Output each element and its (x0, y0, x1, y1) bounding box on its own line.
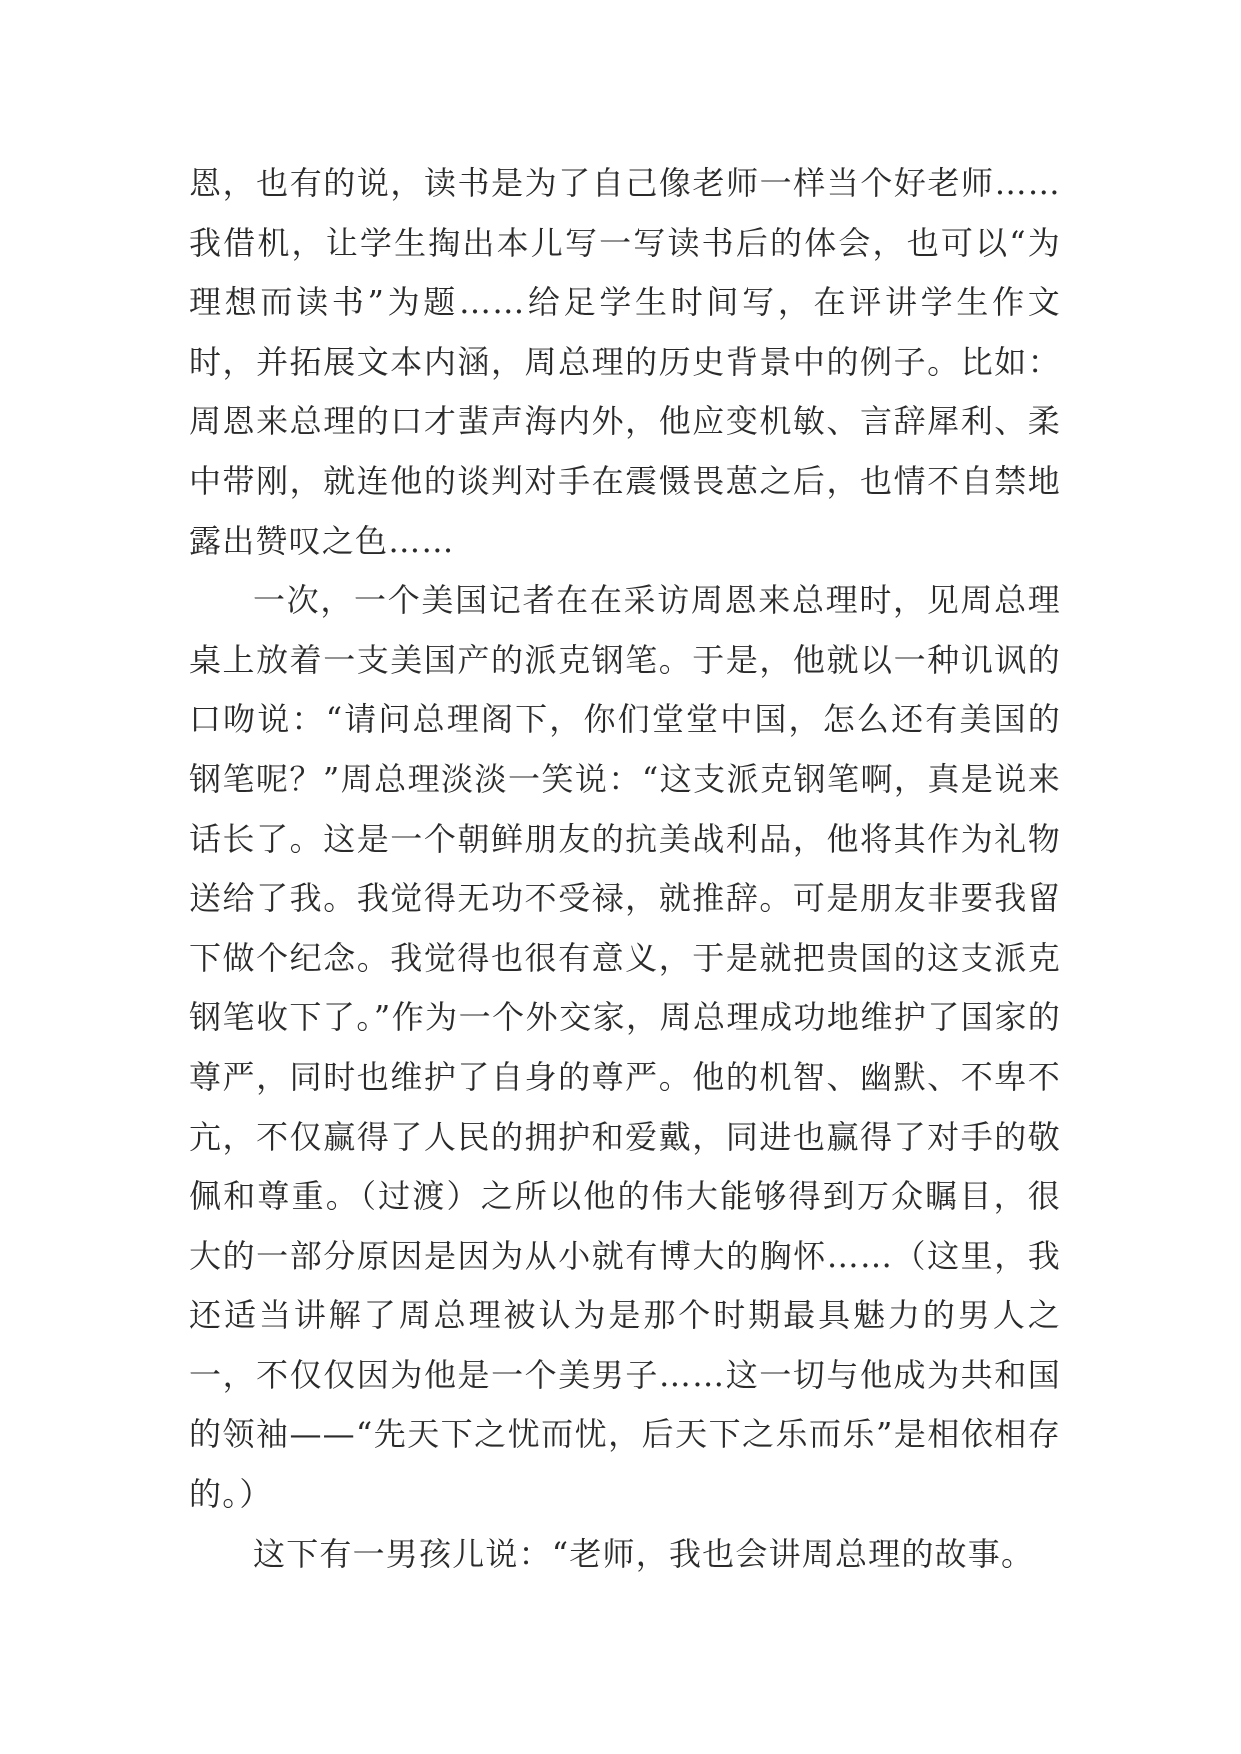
document-body (189, 154, 1061, 1584)
paragraph-boy-story: 这下有一男孩儿说：“老师，我也会讲周总理的故事。 (253, 1534, 1035, 1573)
paragraph-pen-story: 一次，一个美国记者在在采访周恩来总理时，见周总理桌上放着一支美国产的派克钢笔。于是，他就以一种讥讽的口吻说：“请问总理阁下，你们堂堂中国，怎么还有美国的钢笔呢？”周总理淡淡一笑说：“这支派克钢笔啊，真是说来话长了。这是一个朝鲜朋友的抗美战利品，他将其作为礼物送给了我。我觉得无功不受禄，就推辞。可是朋友非要我留下做个纪念。我觉得也很有意义，于是就把贵国的这支派克钢笔收下了。”作为一个外交家，周总理成功地维护了国家的尊严，同时也维护了自身的尊严。他的机智、幽默、不卑不亢，不仅赢得了人民的拥护和爱戴，同进也赢得了对手的敬佩和尊重。（过渡）之所以他的伟大能够得到万众瞩目，很大的一部分原因是因为从小就有博大的胸怀……（这里，我还适当讲解了周总理被认为是那个时期最具魅力的男人之一，不仅仅因为他是一个美男子……这一切与他成为共和国的领袖——“先天下之忧而忧，后天下之乐而乐”是相依相存的。） (189, 581, 1061, 1514)
paragraph-continued: 恩，也有的说，读书是为了自己像老师一样当个好老师……我借机，让学生掏出本儿写一写读书后的体会，也可以“为理想而读书”为题……给足学生时间写，在评讲学生作文时，并拓展文本内涵，周总理的历史背景中的例子。比如：周恩来总理的口才蜚声海内外，他应变机敏、言辞犀利、柔中带刚，就连他的谈判对手在震慑畏葸之后，也情不自禁地露出赞叹之色…… (189, 164, 1061, 560)
